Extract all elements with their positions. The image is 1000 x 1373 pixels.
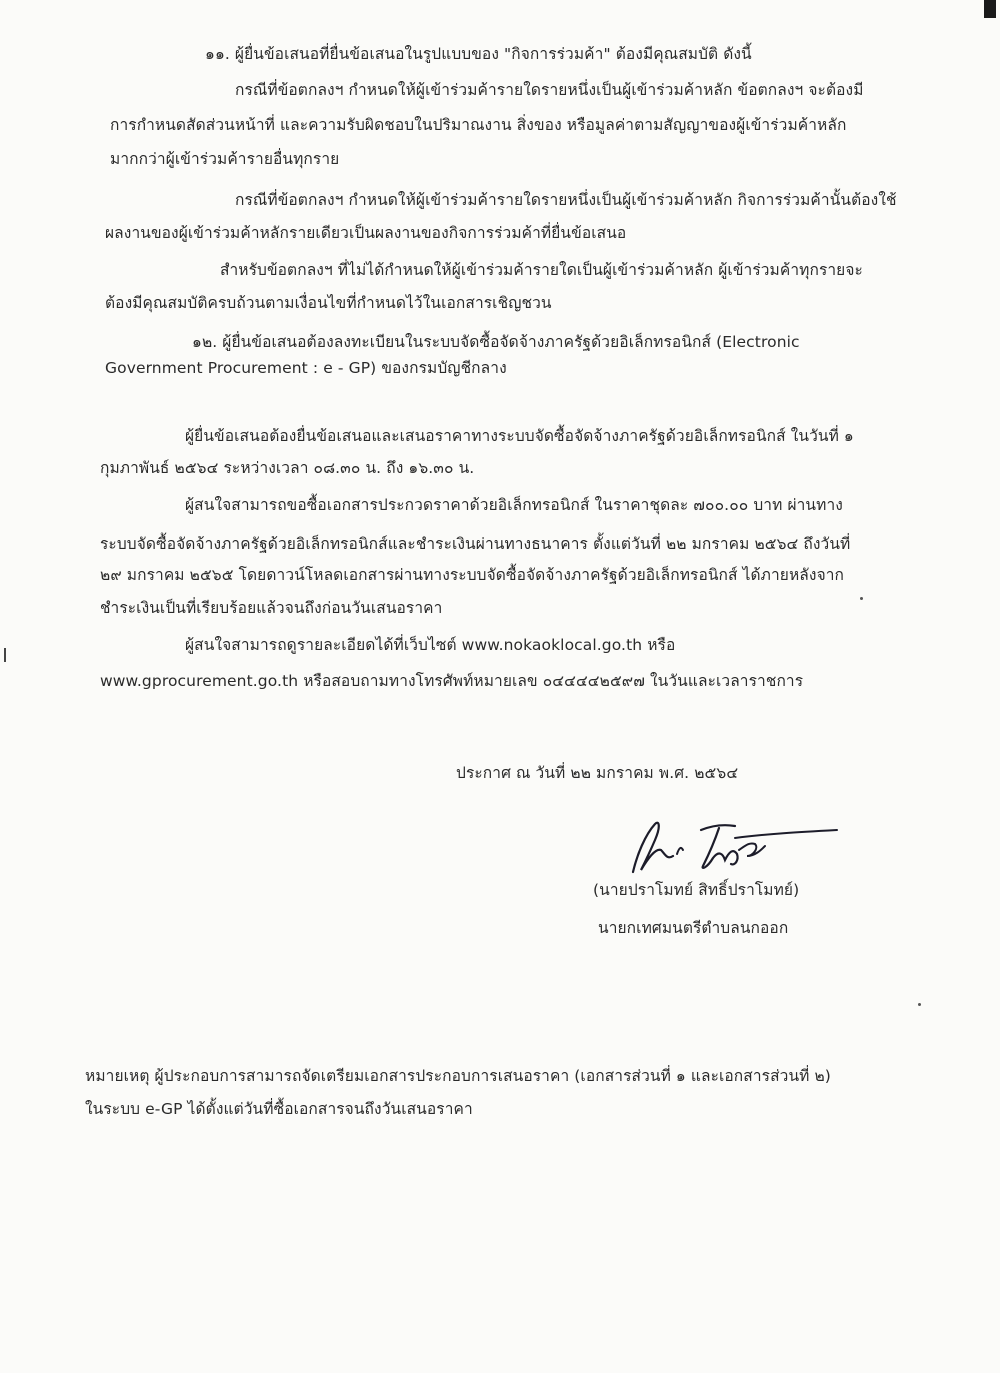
clause-12-line2: Government Procurement : e - GP) ของกรมบัญชีกลาง xyxy=(105,359,507,377)
announcement-date: ประกาศ ณ วันที่ ๒๒ มกราคม พ.ศ. ๒๕๖๔ xyxy=(456,764,739,782)
scan-speck xyxy=(918,1003,921,1006)
clause-11-para3-line2: ต้องมีคุณสมบัติครบถ้วนตามเงื่อนไขที่กำหนดไว้ในเอกสารเชิญชวน xyxy=(105,294,552,312)
clause-12-line1: ๑๒. ผู้ยื่นข้อเสนอต้องลงทะเบียนในระบบจัดซื้อจัดจ้างภาครัฐด้วยอิเล็กทรอนิกส์ (Electronic xyxy=(192,333,800,351)
scan-margin-mark xyxy=(4,648,6,662)
clause-11-para1-line1: กรณีที่ข้อตกลงฯ กำหนดให้ผู้เข้าร่วมค้ารายใดรายหนึ่งเป็นผู้เข้าร่วมค้าหลัก ข้อตกลงฯ จะต้องมี xyxy=(235,81,864,99)
remark-line2: ในระบบ e-GP ได้ตั้งแต่วันที่ซื้อเอกสารจนถึงวันเสนอราคา xyxy=(85,1100,473,1118)
clause-11-para2-line1: กรณีที่ข้อตกลงฯ กำหนดให้ผู้เข้าร่วมค้ารายใดรายหนึ่งเป็นผู้เข้าร่วมค้าหลัก กิจการร่วมค้านั้นต้องใช้ xyxy=(235,191,897,209)
scan-edge-mark xyxy=(984,0,996,18)
purchase-line4: ชำระเงินเป็นที่เรียบร้อยแล้วจนถึงก่อนวันเสนอราคา xyxy=(100,599,443,617)
clause-11-para2-line2: ผลงานของผู้เข้าร่วมค้าหลักรายเดียวเป็นผลงานของกิจการร่วมค้าที่ยื่นข้อเสนอ xyxy=(105,224,627,242)
clause-11-heading: ๑๑. ผู้ยื่นข้อเสนอที่ยื่นข้อเสนอในรูปแบบของ "กิจการร่วมค้า" ต้องมีคุณสมบัติ ดังนี้ xyxy=(205,45,752,63)
signatory-name: (นายปราโมทย์ สิทธิ์ปราโมทย์) xyxy=(593,881,800,899)
purchase-line2: ระบบจัดซื้อจัดจ้างภาครัฐด้วยอิเล็กทรอนิกส์และชำระเงินผ่านทางธนาคาร ตั้งแต่วันที่ ๒๒ มกราคม ๒๕๖๔ ถึงวันที่ xyxy=(100,535,851,553)
clause-11-para1-line3: มากกว่าผู้เข้าร่วมค้ารายอื่นทุกราย xyxy=(110,150,340,168)
contact-line2: www.gprocurement.go.th หรือสอบถามทางโทรศัพท์หมายเลข ๐๔๔๔๔๒๕๙๗ ในวันและเวลาราชการ xyxy=(100,672,804,690)
remark-line1: หมายเหตุ ผู้ประกอบการสามารถจัดเตรียมเอกสารประกอบการเสนอราคา (เอกสารส่วนที่ ๑ และเอกสารส่วนที่ ๒) xyxy=(85,1067,831,1085)
submission-line2: กุมภาพันธ์ ๒๕๖๔ ระหว่างเวลา ๐๘.๓๐ น. ถึง ๑๖.๓๐ น. xyxy=(100,459,475,477)
purchase-line3: ๒๙ มกราคม ๒๕๖๕ โดยดาวน์โหลดเอกสารผ่านทางระบบจัดซื้อจัดจ้างภาครัฐด้วยอิเล็กทรอนิกส์ ได้ภายหลังจาก xyxy=(100,566,845,584)
clause-11-para3-line1: สำหรับข้อตกลงฯ ที่ไม่ได้กำหนดให้ผู้เข้าร่วมค้ารายใดเป็นผู้เข้าร่วมค้าหลัก ผู้เข้าร่วมค้าทุกรายจะ xyxy=(220,261,863,279)
submission-line1: ผู้ยื่นข้อเสนอต้องยื่นข้อเสนอและเสนอราคาทางระบบจัดซื้อจัดจ้างภาครัฐด้วยอิเล็กทรอนิกส์ ในวันที่ ๑ xyxy=(185,427,854,445)
purchase-line1: ผู้สนใจสามารถขอซื้อเอกสารประกวดราคาด้วยอิเล็กทรอนิกส์ ในราคาชุดละ ๗๐๐.๐๐ บาท ผ่านทาง xyxy=(185,496,843,514)
clause-11-para1-line2: การกำหนดสัดส่วนหน้าที่ และความรับผิดชอบในปริมาณงาน สิ่งของ หรือมูลค่าตามสัญญาของผู้เข้าร่วมค้าหลัก xyxy=(110,116,847,134)
handwritten-signature xyxy=(615,810,845,885)
signatory-position: นายกเทศมนตรีตำบลนกออก xyxy=(598,919,789,937)
contact-line1: ผู้สนใจสามารถดูรายละเอียดได้ที่เว็บไซต์ www.nokaoklocal.go.th หรือ xyxy=(185,636,676,654)
scan-speck xyxy=(860,597,863,600)
